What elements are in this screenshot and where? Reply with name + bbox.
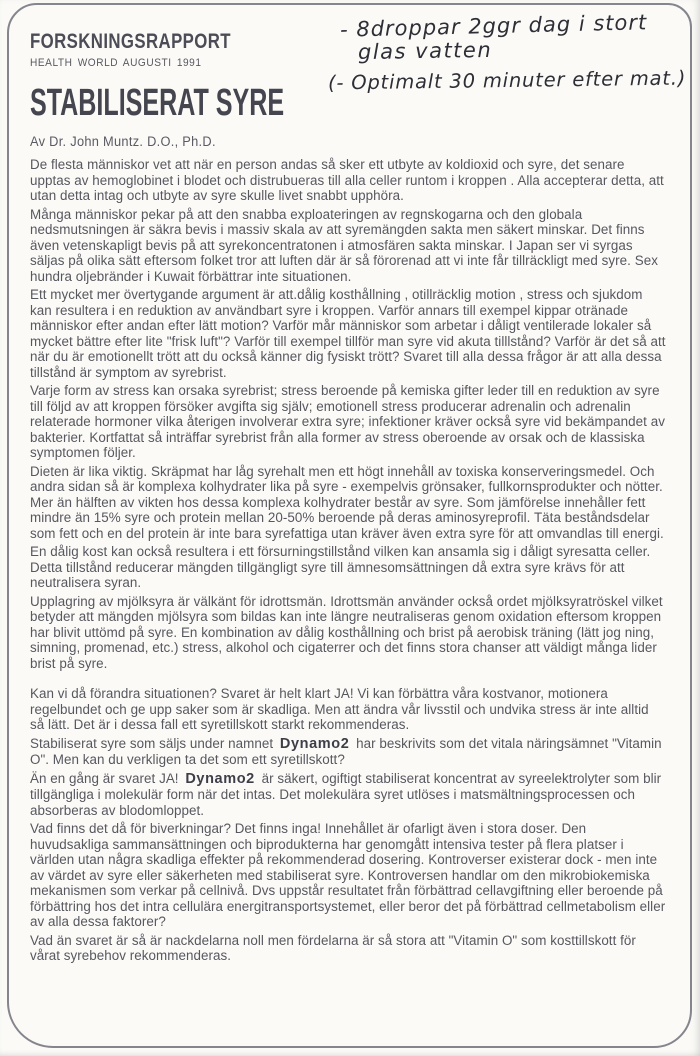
handwritten-note-dosage-line1: - 8droppar 2ggr dag i stort bbox=[339, 10, 648, 42]
paragraph-text: har beskrivits som det vitala näringsämnet "Vitamin O". Men kan du verkligen ta det som ett syretillskott? bbox=[30, 735, 662, 767]
body-paragraph bbox=[30, 736, 666, 768]
body-paragraph: Varje form av stress kan orsaka syrebrist; stress beroende på kemiska gifter leder till en reduktion av syre till följd av att kroppen försöker avgifta sig själv; emotionell stress producerar adrenalin och adrenalin relaterade hormoner vilka återigen involverar extra syre; infektioner kräver också syre vid bekämpandet av bakterier. Kortfattat så inträffar syrebrist från alla former av stress oberoende av orsak och de klassiska symptomen följer. bbox=[30, 383, 665, 460]
brand-name-dynamo2: Dynamo2 bbox=[279, 735, 350, 752]
body-paragraph: De flesta människor vet att när en person andas så sker ett utbyte av koldioxid och syre, det senare upptas av hemoglobinet i blodet och distrubueras till alla celler runtom i kroppen . Alla accepterar detta, att utan detta intag och utbyte av syre skulle livet snabbt upphöra. bbox=[30, 157, 664, 203]
body-paragraph: Upplagring av mjölksyra är välkänt för idrottsmän. Idrottsmän använder också ordet mjölksyratröskel vilket betyder att mängden mjölsyra som bildas kan inte längre neutraliseras genom oxidation eftersom kroppen har blivit uttömd på syre. En kombination av dålig kosthållning och brist på aerobisk träning (lätt jog ning, simning, promenad, etc.) stress, alkohol och cigaterrer och det finns stora chanser att väldigt många lider brist på syre. bbox=[30, 593, 663, 671]
page-title: STABILISERAT SYRE bbox=[30, 82, 285, 124]
report-source-date: HEALTH WORLD AUGUSTI 1991 bbox=[30, 57, 202, 69]
paragraph-text: Stabiliserat syre som säljs under namnet bbox=[30, 735, 277, 751]
author-byline: Av Dr. John Muntz. D.O., Ph.D. bbox=[30, 134, 216, 149]
brand-name-dynamo2: Dynamo2 bbox=[185, 770, 255, 787]
report-kicker: FORSKNINGSRAPPORT bbox=[30, 30, 231, 53]
body-paragraph: Kan vi då förandra situationen? Svaret är helt klart JA! Vi kan förbättra våra kostvanor, motionera regelbundet och ge upp saker som är skadliga. Men att ändra vår livsstil och undvika stress är inte alltid så lätt. Det är i dessa fall ett syretillskott starkt rekommenderas. bbox=[30, 686, 649, 732]
handwritten-note-timing: (- Optimalt 30 minuter efter mat.) bbox=[327, 66, 687, 95]
body-paragraph bbox=[30, 771, 666, 819]
body-paragraph: Många människor pekar på att den snabba exploateringen av regnskogarna och den globala nedsmutsningen är säkra bevis i massiv skala av att syremängden sakta men säkert minskar. Det finns även vetenskapligt bevis på att syrekoncentratonen i atmosfären sakta minskar. I Japan ser vi syrgas säljas på olika sätt eftersom folket tror att luften där är så förorenad att vi inte får tillräckligt med syre. Sex hundra oljebränder i Kuwait förbättrar inte situationen. bbox=[30, 206, 658, 284]
paragraph-text: är säkert, ogiftigt stabiliserat koncentrat av syreelektrolyter som blir tillgängliga i molekulär form när det intas. Det molekulära syret utlöses i matsmältningsprocessen och absorberas av blodomloppet. bbox=[30, 770, 662, 818]
article-body bbox=[30, 157, 666, 967]
body-paragraph: Vad än svaret är så är nackdelarna noll men fördelarna är så stora att "Vitamin O" som kosttillskott för vårat syrebehov rekommenderas. bbox=[30, 932, 636, 963]
body-paragraph: Dieten är lika viktig. Skräpmat har låg syrehalt men ett högt innehåll av toxiska konserveringsmedel. Och andra sidan så är komplexa kolhydrater lika på syre - exempelvis grönsaker, fullkornsprodukter och nötter. Mer än hälften av vikten hos dessa komplexa kolhydrater består av syre. Som jämförelse innehåller fett mindre än 15% syre och protein mellan 20-50% beroende på deras aminosyreprofil. Täta beståndsdelar som fett och en del protein är inte bara syrefattiga utan kräver även extra syre för att omvandlas till energi. bbox=[30, 463, 664, 541]
handwritten-note-dosage-line2: glas vatten bbox=[357, 37, 493, 65]
body-paragraph: Vad finns det då för biverkningar? Det finns inga! Innehållet är ofarligt även i stora doser. Den huvudsakliga sammansättningen och biprodukterna har genomgått intensiva tester på flera platser i världen utan några skadliga effekter på rekommenderad dosering. Kontroverser existerar dock - men inte av värdet av syre eller säkerheten med stabiliserat syre. Kontroversen handlar om den mikrobiokemiska mekanismen som verkar på cellnivå. Dvs uppstår resultatet från förbättrad cellavgiftning eller beroende på förbättring hos det intra cellulära energitransportsystemet, eller beror det på förbättrad cellmetabolism eller av alla dessa faktorer? bbox=[30, 821, 666, 929]
body-paragraph: Ett mycket mer övertygande argument är att.dålig kosthållning , otillräcklig motion , stress och sjukdom kan resultera i en reduktion av användbart syre i kroppen. Varför annars till exempel kippar otränade människor efter andan efter lätt motion? Varför mår människor som arbetar i dåligt ventilerade lokaler så mycket bättre efter lite "frisk luft"? Varför till exempel tillför man syre vid akuta tilllstånd? Varför är det så att när du är emotionellt trött att du också känner dig fysiskt trött? Svaret till alla dessa frågor är att alla dessa tillstånd är symptom av syrebrist. bbox=[30, 287, 666, 380]
body-paragraph: En dålig kost kan också resultera i ett försurningstillstånd vilken kan ansamla sig i dåligt syresatta celler. Detta tillstånd reducerar mängden tillgängligt syre till ämnesomsättningen då extra syre krävs för att neutralisera syran. bbox=[30, 544, 651, 590]
paragraph-text: Än en gång är svaret JA! bbox=[30, 770, 183, 786]
